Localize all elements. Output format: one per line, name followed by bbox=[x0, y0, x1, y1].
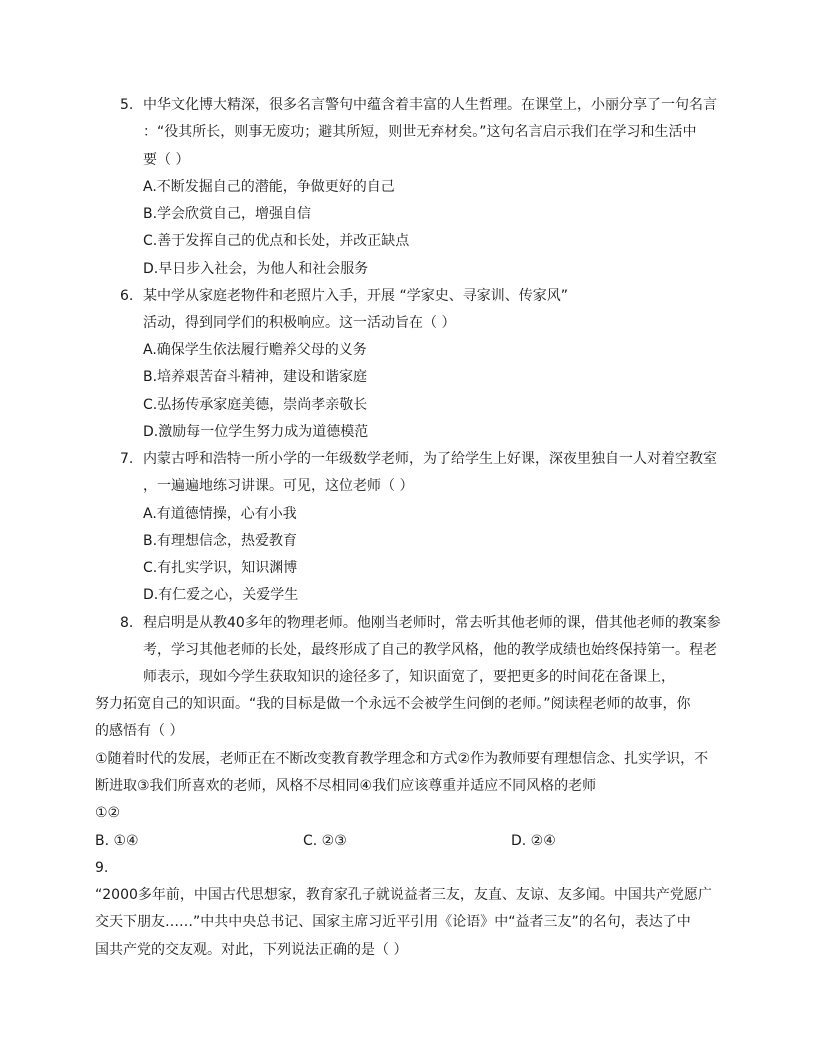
question-6-number: 6. bbox=[120, 288, 134, 304]
question-8-stem-line-1: 程启明是从教40多年的物理老师。他刚当老师时，常去听其他老师的课，借其他老师的教案参 bbox=[143, 615, 721, 631]
question-8-body-line-1: 努力拓宽自己的知识面。“我的目标是做一个永远不会被学生问倒的老师。”阅读程老师的故事，你 bbox=[95, 696, 691, 712]
question-5-option-a: A.不断发掘自己的潜能，争做更好的自己 bbox=[143, 179, 395, 195]
question-6-option-b: B.培养艰苦奋斗精神，建设和谐家庭 bbox=[143, 369, 368, 385]
question-5-stem-line-1: 中华文化博大精深，很多名言警句中蕴含着丰富的人生哲理。在课堂上，小丽分享了一句名言 bbox=[143, 97, 717, 113]
question-8-number: 8. bbox=[120, 615, 134, 631]
question-5-number: 5. bbox=[120, 97, 134, 113]
question-8-body-line-4: 断进取③我们所喜欢的老师，风格不尽相同④我们应该尊重并适应不同风格的老师 bbox=[95, 778, 597, 794]
question-8-option-d: D. ②④ bbox=[511, 833, 556, 849]
question-5-option-b: B.学会欣赏自己，增强自信 bbox=[143, 206, 312, 222]
question-7-option-d: D.有仁爱之心，关爱学生 bbox=[143, 587, 299, 603]
question-8-option-c: C. ②③ bbox=[303, 833, 347, 849]
question-7-stem-line-2: ，一遍遍地练习讲课。可见，这位老师（ ） bbox=[143, 478, 414, 494]
question-6-option-c: C.弘扬传承家庭美德，崇尚孝亲敬长 bbox=[143, 397, 368, 413]
question-8-body-line-2: 的感悟有（ ） bbox=[95, 723, 184, 739]
question-7-number: 7. bbox=[120, 451, 134, 467]
question-6-option-a: A.确保学生依法履行赡养父母的义务 bbox=[143, 342, 367, 358]
question-5-option-d: D.早日步入社会，为他人和社会服务 bbox=[143, 261, 369, 277]
question-5-stem-line-2: ：“役其所长，则事无废功；避其所短，则世无弃材矣。”这句名言启示我们在学习和生活中 bbox=[143, 124, 697, 140]
question-7-option-a: A.有道德情操，心有小我 bbox=[143, 506, 297, 522]
question-9-number: 9. bbox=[95, 860, 109, 876]
question-8-option-a: ①② bbox=[95, 805, 121, 821]
question-6-stem-line-1: 某中学从家庭老物件和老照片入手，开展 “学家史、寻家训、传家风” bbox=[143, 288, 568, 304]
question-8-body-line-3: ①随着时代的发展，老师正在不断改变教育教学理念和方式②作为教师要有理想信念、扎实学识，不 bbox=[95, 751, 709, 767]
question-9-stem-line-1: “2000多年前，中国古代思想家，教育家孔子就说益者三友，友直、友谅、友多闻。中国共产党愿广 bbox=[95, 887, 712, 903]
question-8-stem-line-3: 师表示，现如今学生获取知识的途径多了，知识面宽了，要把更多的时间花在备课上， bbox=[143, 669, 675, 685]
question-7-stem-line-1: 内蒙古呼和浩特一所小学的一年级数学老师，为了给学生上好课，深夜里独自一人对着空教室 bbox=[143, 451, 717, 467]
question-9-stem-line-2: 交天下朋友……”中共中央总书记、国家主席习近平引用《论语》中“益者三友”的名句，表达了中 bbox=[95, 914, 691, 930]
question-8-option-b: B. ①④ bbox=[95, 833, 139, 849]
question-8-stem-line-2: 考，学习其他老师的长处，最终形成了自己的教学风格，他的教学成绩也始终保持第一。程老 bbox=[143, 642, 717, 658]
question-6-stem-line-2: 活动，得到同学们的积极响应。这一活动旨在（ ） bbox=[143, 315, 456, 331]
question-5-option-c: C.善于发挥自己的优点和长处，并改正缺点 bbox=[143, 233, 410, 249]
question-6-option-d: D.激励每一位学生努力成为道德模范 bbox=[143, 424, 369, 440]
question-5-stem-line-3: 要（ ） bbox=[143, 152, 190, 168]
question-7-option-c: C.有扎实学识，知识渊博 bbox=[143, 560, 298, 576]
question-7-option-b: B.有理想信念，热爱教育 bbox=[143, 533, 298, 549]
question-9-stem-line-3: 国共产党的交友观。对此，下列说法正确的是（ ） bbox=[95, 942, 408, 958]
